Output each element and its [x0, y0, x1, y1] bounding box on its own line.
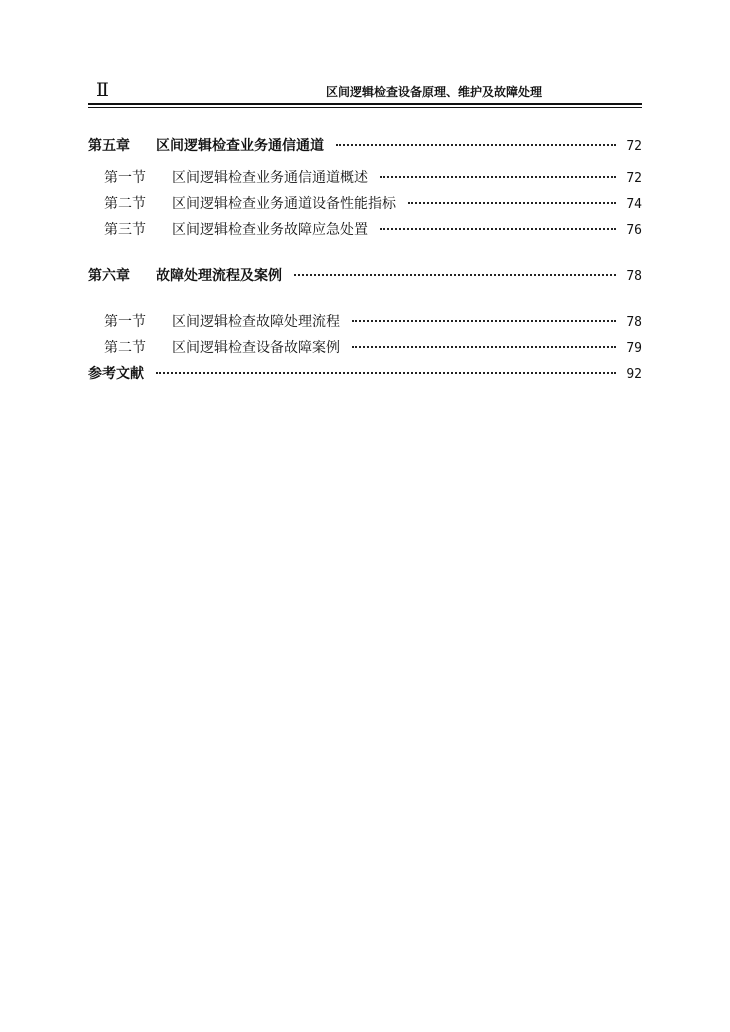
toc-section-6-2[interactable] — [88, 335, 642, 361]
toc-entry-title: 故障处理流程及案例 — [156, 268, 282, 284]
dot-leader — [352, 345, 616, 348]
toc-entry-title: 区间逻辑检查业务通信通道概述 — [172, 170, 368, 186]
table-of-contents — [88, 133, 642, 387]
toc-entry-title: 区间逻辑检查业务故障应急处置 — [172, 222, 368, 238]
toc-section-5-3[interactable] — [88, 217, 642, 243]
dot-leader — [156, 371, 616, 374]
toc-chapter-5[interactable] — [88, 133, 642, 159]
toc-entry-number: 第五章 — [88, 138, 130, 154]
toc-entry-page: 78 — [626, 315, 642, 330]
toc-entry-number: 第一节 — [104, 314, 146, 330]
toc-entry-page: 78 — [626, 269, 642, 284]
toc-entry-number: 第三节 — [104, 222, 146, 238]
toc-entry-title: 参考文献 — [88, 366, 144, 382]
toc-entry-number: 第一节 — [104, 170, 146, 186]
toc-entry-title: 区间逻辑检查设备故障案例 — [172, 340, 340, 356]
toc-entry-number: 第六章 — [88, 268, 130, 284]
toc-section-6-1[interactable] — [88, 309, 642, 335]
dot-leader — [380, 175, 616, 178]
running-header — [88, 80, 642, 104]
toc-section-5-2[interactable] — [88, 191, 642, 217]
toc-references[interactable] — [88, 361, 642, 387]
toc-entry-page: 79 — [626, 341, 642, 356]
toc-entry-title: 区间逻辑检查业务通信通道 — [156, 138, 324, 154]
header-rule-thick — [88, 103, 642, 105]
header-rule-thin — [88, 107, 642, 108]
page-number: Ⅱ — [96, 80, 109, 101]
dot-leader — [294, 273, 616, 276]
toc-entry-page: 92 — [626, 367, 642, 382]
dot-leader — [336, 143, 616, 146]
book-title: 区间逻辑检查设备原理、维护及故障处理 — [325, 85, 542, 99]
dot-leader — [380, 227, 616, 230]
toc-entry-title: 区间逻辑检查故障处理流程 — [172, 314, 340, 330]
dot-leader — [352, 319, 616, 322]
toc-section-5-1[interactable] — [88, 165, 642, 191]
toc-entry-title: 区间逻辑检查业务通道设备性能指标 — [172, 196, 396, 212]
toc-entry-number: 第二节 — [104, 196, 146, 212]
toc-entry-page: 76 — [626, 223, 642, 238]
toc-entry-number: 第二节 — [104, 340, 146, 356]
dot-leader — [408, 201, 616, 204]
toc-entry-page: 72 — [626, 139, 642, 154]
toc-entry-page: 74 — [626, 197, 642, 212]
toc-chapter-6[interactable] — [88, 263, 642, 289]
toc-entry-page: 72 — [626, 171, 642, 186]
